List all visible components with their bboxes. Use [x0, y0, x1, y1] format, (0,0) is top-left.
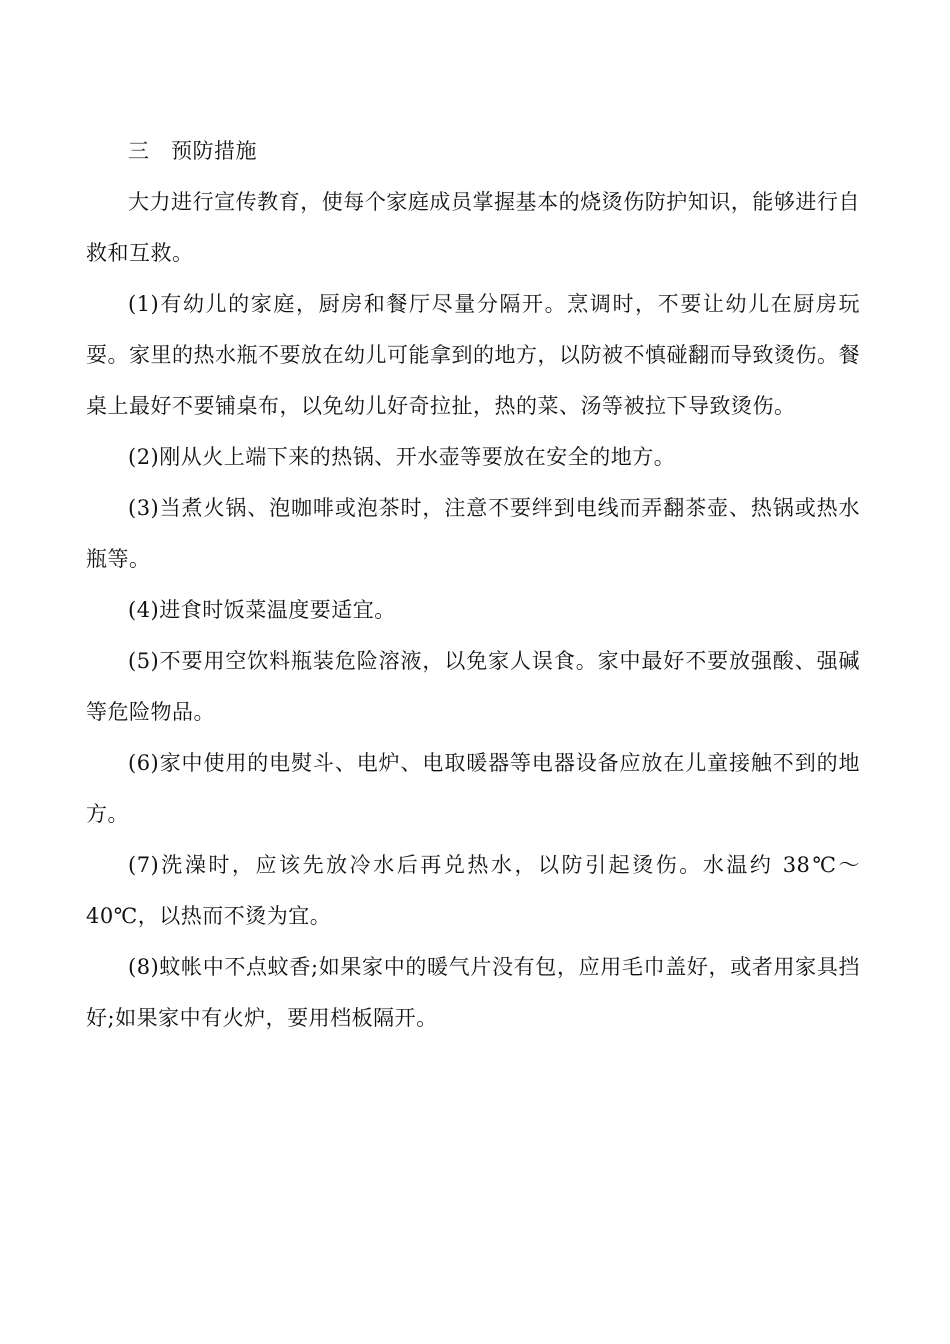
section-heading: 三 预防措施: [128, 139, 257, 163]
measure-3-paragraph: (3)当煮火锅、泡咖啡或泡茶时，注意不要绊到电线而弄翻茶壶、热锅或热水瓶等。: [86, 496, 860, 571]
measure-6-paragraph: (6)家中使用的电熨斗、电炉、电取暖器等电器设备应放在儿童接触不到的地方。: [86, 751, 860, 826]
measure-2-paragraph: (2)刚从火上端下来的热锅、开水壶等要放在安全的地方。: [128, 445, 676, 469]
measure-7-paragraph: (7)洗澡时，应该先放冷水后再兑热水，以防引起烫伤。水温约 38℃～40℃，以热而不烫为宜。: [86, 853, 860, 928]
document-body: [86, 126, 860, 1044]
measure-8-paragraph: (8)蚊帐中不点蚊香;如果家中的暖气片没有包，应用毛巾盖好，或者用家具挡好;如果家中有火炉，要用档板隔开。: [86, 955, 860, 1030]
measure-4-paragraph: (4)进食时饭菜温度要适宜。: [128, 598, 396, 622]
intro-paragraph: 大力进行宣传教育，使每个家庭成员掌握基本的烧烫伤防护知识，能够进行自救和互救。: [86, 190, 860, 265]
measure-1-paragraph: (1)有幼儿的家庭，厨房和餐厅尽量分隔开。烹调时，不要让幼儿在厨房玩耍。家里的热水瓶不要放在幼儿可能拿到的地方，以防被不慎碰翻而导致烫伤。餐桌上最好不要铺桌布，以免幼儿好奇拉扯，热的菜、汤等被拉下导致烫伤。: [86, 292, 860, 418]
measure-5-paragraph: (5)不要用空饮料瓶装危险溶液，以免家人误食。家中最好不要放强酸、强碱等危险物品。: [86, 649, 860, 724]
